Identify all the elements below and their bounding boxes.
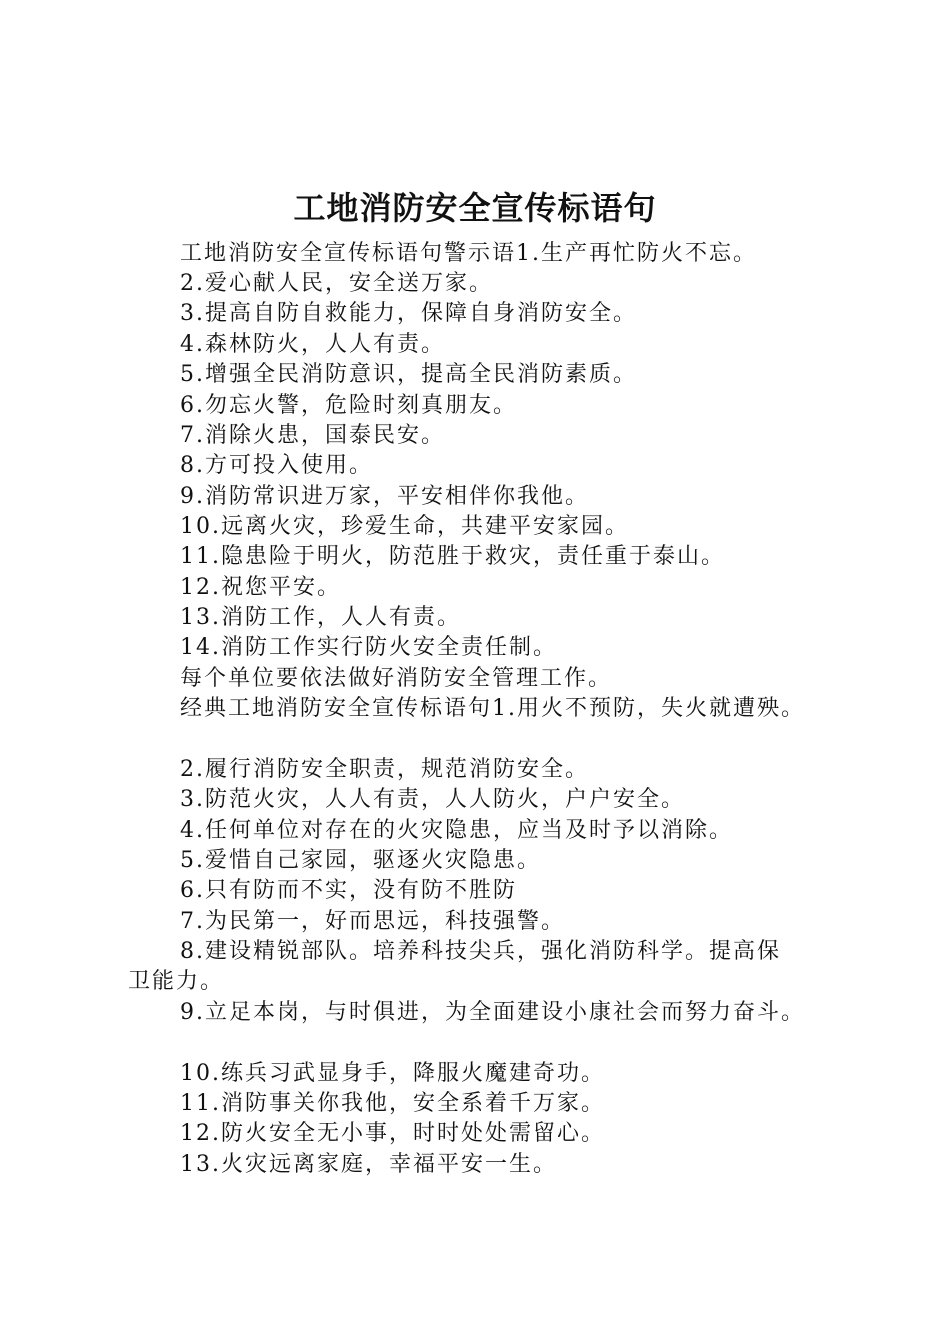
text-line: 3.防范火灾，人人有责，人人防火，户户安全。 [180,787,685,812]
text-line: 4.森林防火，人人有责。 [180,332,445,357]
document-title: 工地消防安全宣传标语句 [293,189,657,227]
text-line: 2.爱心献人民，安全送万家。 [180,271,493,296]
text-line: 9.消防常识进万家，平安相伴你我他。 [180,484,589,509]
text-line: 4.任何单位对存在的火灾隐患，应当及时予以消除。 [180,818,733,843]
text-line: 12.防火安全无小事，时时处处需留心。 [180,1121,605,1146]
text-line: 14.消防工作实行防火安全责任制。 [180,635,557,660]
text-line: 6.只有防而不实，没有防不胜防 [180,878,517,903]
text-line: 6.勿忘火警，危险时刻真朋友。 [180,393,517,418]
text-line: 2.履行消防安全职责，规范消防安全。 [180,757,589,782]
text-line: 3.提高自防自救能力，保障自身消防安全。 [180,301,637,326]
text-line: 每个单位要依法做好消防安全管理工作。 [180,666,613,691]
text-line: 经典工地消防安全宣传标语句1.用火不预防，失火就遭殃。 [180,696,805,721]
text-line: 9.立足本岗，与时俱进，为全面建设小康社会而努力奋斗。 [180,1000,805,1025]
text-line: 工地消防安全宣传标语句警示语1.生产再忙防火不忘。 [180,241,757,266]
text-line: 8.方可投入使用。 [180,453,373,478]
text-line: 5.增强全民消防意识，提高全民消防素质。 [180,362,637,387]
text-line: 10.远离火灾，珍爱生命，共建平安家园。 [180,514,629,539]
text-line: 10.练兵习武显身手，降服火魔建奇功。 [180,1061,605,1086]
text-line: 11.隐患险于明火，防范胜于救灾，责任重于泰山。 [180,544,725,569]
text-line: 13.消防工作，人人有责。 [180,605,461,630]
text-line: 13.火灾远离家庭，幸福平安一生。 [180,1152,557,1177]
text-line: 7.消除火患，国泰民安。 [180,423,445,448]
text-line: 5.爱惜自己家园，驱逐火灾隐患。 [180,848,541,873]
text-line: 卫能力。 [128,969,225,994]
text-line: 8.建设精锐部队。培养科技尖兵，强化消防科学。提高保 [180,939,781,964]
text-line: 12.祝您平安。 [180,575,341,600]
text-line: 7.为民第一，好而思远，科技强警。 [180,909,565,934]
text-line: 11.消防事关你我他，安全系着千万家。 [180,1091,605,1116]
